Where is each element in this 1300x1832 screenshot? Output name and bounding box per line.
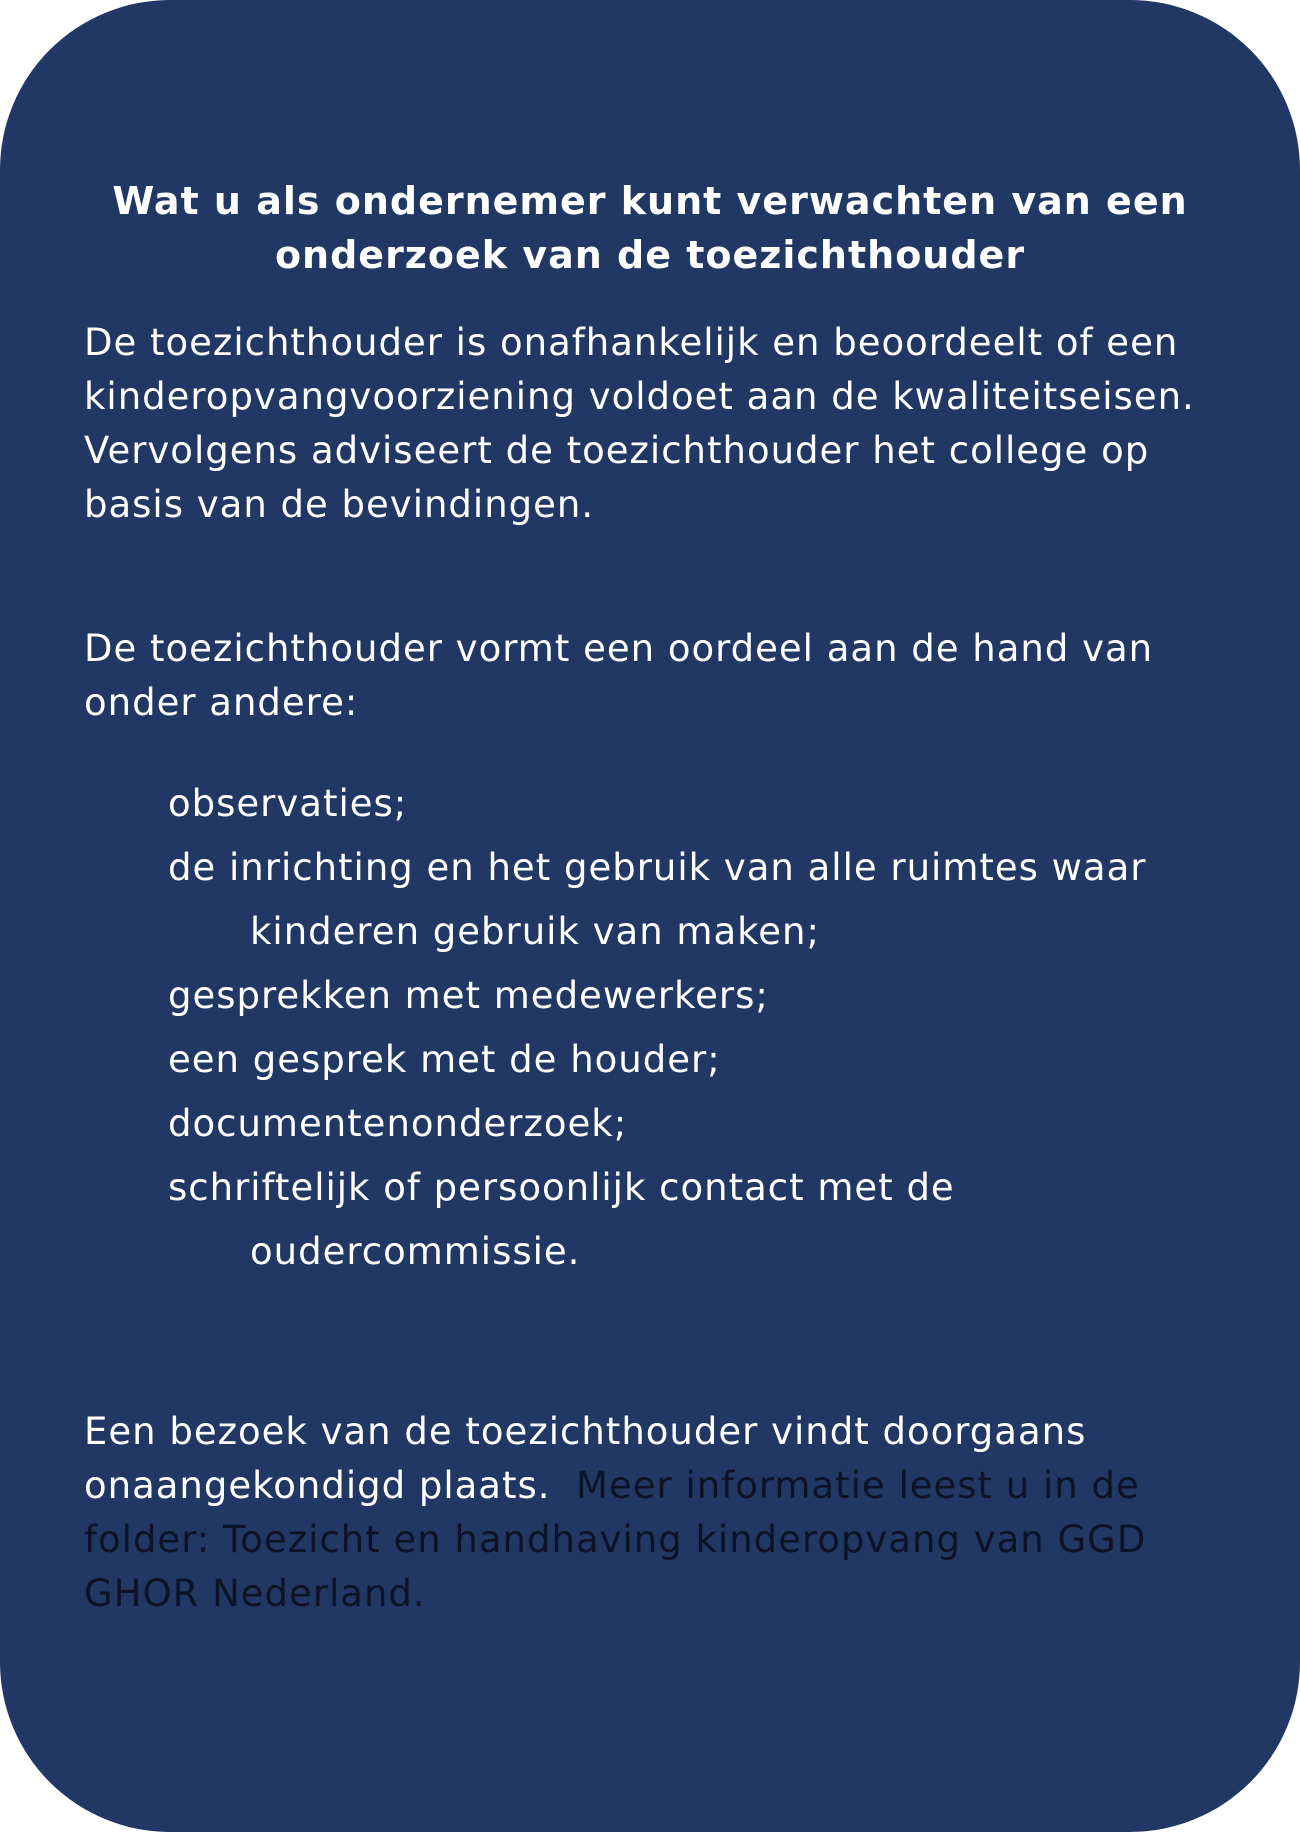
intro-paragraph: De toezichthouder is onafhankelijk en beoordeelt of een kinderopvangvoorziening voldoet aan de kwaliteitseisen. Vervolgens adviseert de toezichthouder het college op basis van de bevindingen. (84, 321, 1195, 526)
list-item: observaties; (168, 782, 408, 825)
list-item: gesprekken met medewerkers; (168, 974, 769, 1017)
more-info-text: Meer informatie leest u in de folder: Toezicht en handhaving kinderopvang van GGD GHOR Nederland. (84, 1464, 1147, 1615)
judgement-paragraph: De toezichthouder vormt een oordeel aan de hand van onder andere: (84, 627, 1154, 724)
title-line-1: Wat u als ondernemer kunt verwachten van een (112, 179, 1188, 223)
visit-text: Een bezoek van de toezichthouder vindt doorgaans onaangekondigd plaats. (84, 1410, 1087, 1507)
card-title (60, 174, 1240, 282)
title-line-2: onderzoek van de toezichthouder (274, 233, 1026, 277)
list-item: een gesprek met de houder; (168, 1038, 721, 1081)
list-item: de inrichting en het gebruik van alle ruimtes waar kinderen gebruik van maken; (168, 846, 1147, 953)
assessment-list (168, 772, 1258, 1284)
visit-paragraph (84, 1405, 1234, 1621)
list-item: documentenonderzoek; (168, 1102, 628, 1145)
list-item: schriftelijk of persoonlijk contact met de oudercommissie. (168, 1166, 955, 1273)
